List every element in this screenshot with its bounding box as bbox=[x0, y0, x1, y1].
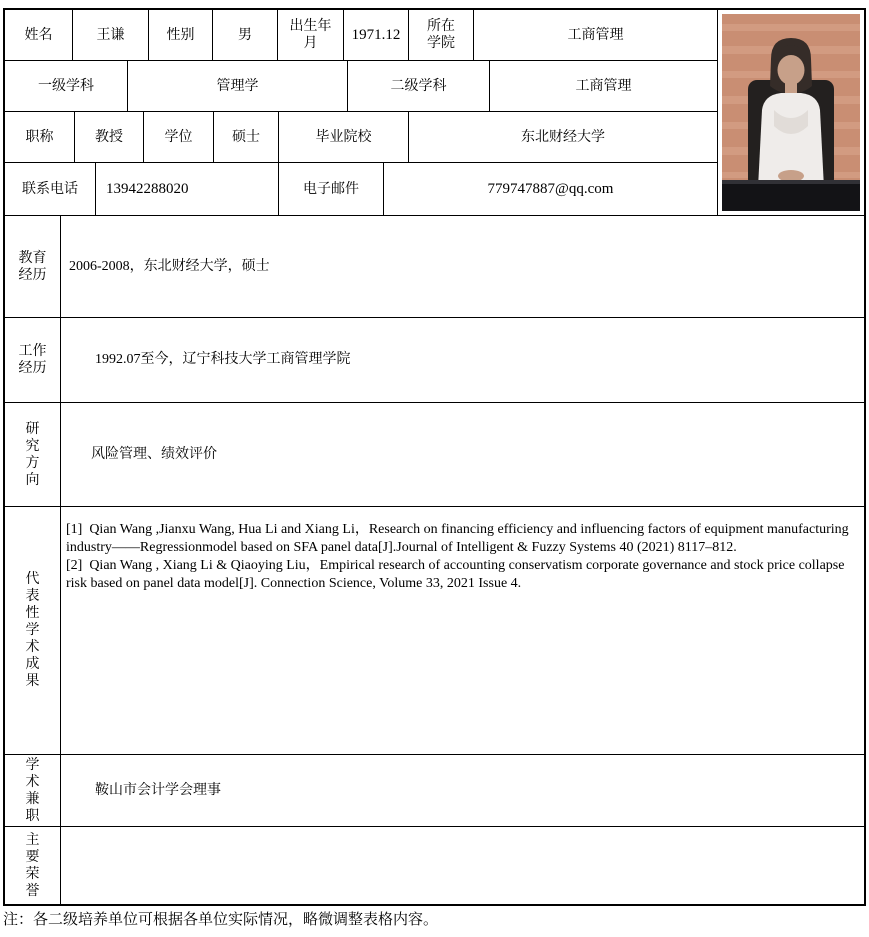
degree-label: 学位 bbox=[144, 112, 214, 162]
work-content: 1992.07至今，辽宁科技大学工商管理学院 bbox=[95, 352, 351, 367]
education-content: 2006-2008，东北财经大学，硕士 bbox=[69, 258, 270, 274]
profile-table bbox=[3, 8, 866, 906]
basic-info-block bbox=[5, 10, 864, 216]
work-label: 工作 经历 bbox=[5, 318, 61, 402]
section-honors bbox=[5, 827, 864, 904]
section-education bbox=[5, 216, 864, 318]
discipline1-value: 管理学 bbox=[128, 61, 348, 111]
gender-value: 男 bbox=[213, 10, 278, 60]
section-research bbox=[5, 403, 864, 507]
birth-label: 出生年 月 bbox=[278, 10, 344, 60]
row-title-degree-school bbox=[5, 112, 717, 163]
name-label: 姓名 bbox=[5, 10, 73, 60]
appointments-label: 学 术 兼 职 bbox=[5, 755, 61, 826]
discipline1-label: 一级学科 bbox=[5, 61, 128, 111]
discipline2-label: 二级学科 bbox=[348, 61, 490, 111]
email-value: 779747887@qq.com bbox=[487, 180, 614, 197]
birth-value: 1971.12 bbox=[344, 10, 409, 60]
college-value: 工商管理 bbox=[567, 27, 624, 43]
email-label: 电子邮件 bbox=[279, 163, 384, 215]
honors-content bbox=[61, 827, 864, 904]
publications-label: 代 表 性 学 术 成 果 bbox=[5, 507, 61, 754]
publication-item: [1] Qian Wang ,Jianxu Wang, Hua Li and Xiang Li，Research on financing efficiency and influencing factors of equipment manufacturing industry——Regressionmodel based on SFA panel data[J].Journal of Intelligent & Fuzzy Systems 40 (2021) 8117–812. bbox=[66, 522, 853, 555]
section-publications bbox=[5, 507, 864, 755]
section-appointments bbox=[5, 755, 864, 827]
row-phone-email bbox=[5, 163, 717, 215]
research-content: 风险管理、绩效评价 bbox=[91, 446, 217, 462]
publications-content bbox=[61, 507, 864, 754]
publication-item: [2] Qian Wang , Xiang Li & Qiaoying Liu，Empirical research of accounting conservatism corporate governance and stock price collapse risk based on panel data model[J]. Connection Science, Volume 33, 2021 Issue 4. bbox=[66, 558, 848, 591]
basic-info-grid bbox=[5, 10, 717, 215]
school-value: 东北财经大学 bbox=[521, 129, 605, 145]
footer-note: 注：各二级培养单位可根据各单位实际情况，略微调整表格内容。 bbox=[3, 912, 439, 928]
college-label: 所在 学院 bbox=[409, 10, 474, 60]
row-name-gender-birth-college bbox=[5, 10, 717, 61]
honors-label: 主 要 荣 誉 bbox=[5, 827, 61, 904]
education-label: 教育 经历 bbox=[5, 216, 61, 317]
discipline2-value: 工商管理 bbox=[575, 78, 632, 94]
gender-label: 性别 bbox=[149, 10, 213, 60]
title-value: 教授 bbox=[75, 112, 144, 162]
portrait-photo bbox=[722, 14, 860, 211]
row-disciplines bbox=[5, 61, 717, 112]
school-label: 毕业院校 bbox=[279, 112, 409, 162]
research-label: 研 究 方 向 bbox=[5, 403, 61, 506]
name-value: 王谦 bbox=[73, 10, 149, 60]
degree-value: 硕士 bbox=[214, 112, 279, 162]
appointments-content: 鞍山市会计学会理事 bbox=[95, 782, 221, 798]
photo-cell bbox=[717, 10, 864, 215]
phone-value: 13942288020 bbox=[96, 163, 279, 215]
desk-shape bbox=[722, 180, 860, 211]
section-work bbox=[5, 318, 864, 403]
title-label: 职称 bbox=[5, 112, 75, 162]
phone-label: 联系电话 bbox=[5, 163, 96, 215]
